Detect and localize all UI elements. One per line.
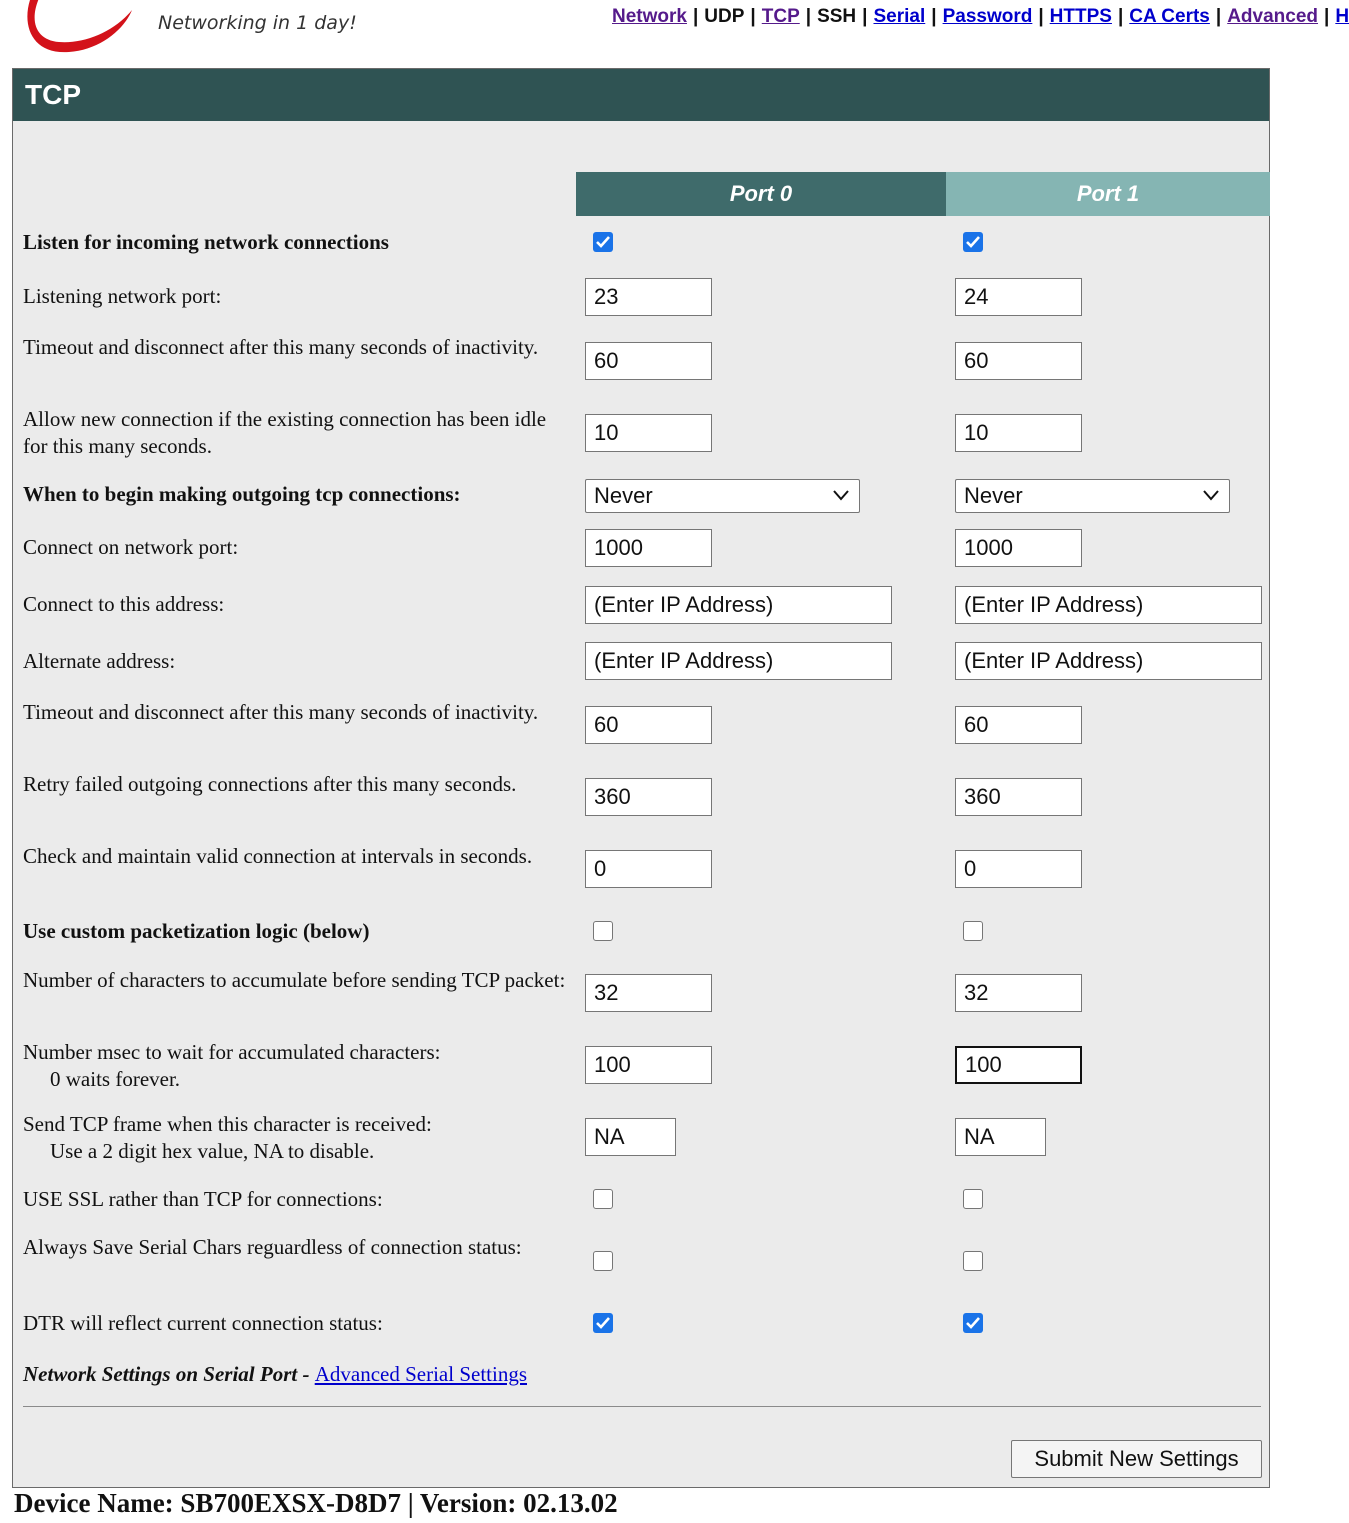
nav-separator: | (1038, 6, 1044, 27)
label-retry: Retry failed outgoing connections after this many seconds. (23, 772, 517, 796)
alt-addr-input-port1[interactable] (955, 642, 1262, 680)
nav-link-ssh: SSH (817, 6, 857, 27)
nav-link-h[interactable]: H (1335, 6, 1349, 27)
nav-link-udp: UDP (704, 6, 745, 27)
listen-port-input-port1[interactable] (955, 278, 1082, 316)
label-frame-char-sub: Use a 2 digit hex value, NA to disable. (50, 1139, 375, 1163)
num-chars-input-port1[interactable] (955, 974, 1082, 1012)
use-ssl-checkbox-port1[interactable] (963, 1189, 983, 1209)
nav-separator: | (1324, 6, 1330, 27)
when-begin-value-port1: Never (964, 483, 1023, 508)
nav-link-serial[interactable]: Serial (873, 6, 926, 27)
label-frame-char-main: Send TCP frame when this character is received: (23, 1112, 432, 1136)
custom-pkt-checkbox-port1[interactable] (963, 921, 983, 941)
connect-addr-input-port1[interactable] (955, 586, 1262, 624)
port1-column-header: Port 1 (946, 172, 1270, 216)
nav-separator: | (692, 6, 699, 27)
msec-wait-input-port0[interactable] (585, 1046, 712, 1084)
nav-separator: | (1215, 6, 1222, 27)
when-begin-select-port1[interactable] (955, 479, 1230, 513)
keepalive-input-port0[interactable] (585, 850, 712, 888)
msec-wait-input-port1[interactable] (955, 1046, 1082, 1084)
save-serial-checkbox-port0[interactable] (593, 1251, 613, 1271)
label-connect-addr: Connect to this address: (23, 592, 225, 616)
label-when-begin: When to begin making outgoing tcp connections: (23, 482, 461, 506)
num-chars-input-port0[interactable] (585, 974, 712, 1012)
label-connect-port: Connect on network port: (23, 535, 239, 559)
label-listen-port: Listening network port: (23, 284, 222, 308)
listen-port-input-port0[interactable] (585, 278, 712, 316)
label-msec-wait (23, 1039, 573, 1093)
top-navigation (612, 6, 1349, 28)
label-listen: Listen for incoming network connections (23, 230, 389, 254)
label-save-serial: Always Save Serial Chars reguardless of connection status: (23, 1235, 522, 1259)
label-keepalive: Check and maintain valid connection at intervals in seconds. (23, 844, 533, 868)
use-ssl-checkbox-port0[interactable] (593, 1189, 613, 1209)
idle-allow-input-port1[interactable] (955, 414, 1082, 452)
chevron-down-icon (833, 489, 849, 501)
label-custom-pkt: Use custom packetization logic (below) (23, 919, 370, 943)
tagline: Networking in 1 day! (158, 12, 357, 34)
device-info: Device Name: SB700EXSX-D8D7 | Version: 02.13.02 (14, 1488, 618, 1518)
checkmark-icon (965, 235, 981, 249)
nav-link-password[interactable]: Password (942, 6, 1033, 27)
in-timeout-input-port1[interactable] (955, 342, 1082, 380)
label-idle-allow: Allow new connection if the existing connection has been idle for this many seconds. (23, 407, 547, 458)
nav-link-https[interactable]: HTTPS (1049, 6, 1112, 27)
retry-input-port0[interactable] (585, 778, 712, 816)
out-timeout-input-port0[interactable] (585, 706, 712, 744)
out-timeout-input-port1[interactable] (955, 706, 1082, 744)
label-num-chars: Number of characters to accumulate before sending TCP packet: (23, 968, 566, 992)
nav-link-ca-certs[interactable]: CA Certs (1129, 6, 1210, 27)
chevron-down-icon (1203, 489, 1219, 501)
when-begin-select-port0[interactable] (585, 479, 860, 513)
nav-separator: | (750, 6, 756, 27)
logo-swoosh-icon (14, 0, 134, 56)
page-title: TCP (13, 69, 1269, 121)
label-frame-char (23, 1111, 573, 1165)
label-dtr: DTR will reflect current connection status: (23, 1311, 383, 1335)
nav-separator: | (805, 6, 812, 27)
label-msec-wait-main: Number msec to wait for accumulated characters: (23, 1040, 441, 1064)
when-begin-value-port0: Never (594, 483, 653, 508)
submit-settings-button[interactable]: Submit New Settings (1011, 1440, 1262, 1478)
idle-allow-input-port0[interactable] (585, 414, 712, 452)
label-in-timeout: Timeout and disconnect after this many seconds of inactivity. (23, 335, 539, 359)
connect-port-input-port0[interactable] (585, 529, 712, 567)
port0-column-header: Port 0 (576, 172, 946, 216)
nav-link-tcp[interactable]: TCP (761, 6, 800, 27)
serial-settings-note (23, 1362, 527, 1387)
connect-addr-input-port0[interactable] (585, 586, 892, 624)
checkmark-icon (965, 1316, 981, 1330)
label-use-ssl: USE SSL rather than TCP for connections: (23, 1187, 383, 1211)
nav-separator: | (1117, 6, 1124, 27)
nav-separator: | (862, 6, 868, 27)
serial-settings-note-text: Network Settings on Serial Port - (23, 1362, 310, 1386)
retry-input-port1[interactable] (955, 778, 1082, 816)
listen-checkbox-port1[interactable] (963, 232, 983, 252)
checkmark-icon (595, 1316, 611, 1330)
listen-checkbox-port0[interactable] (593, 232, 613, 252)
dtr-checkbox-port1[interactable] (963, 1313, 983, 1333)
frame-char-input-port1[interactable] (955, 1118, 1046, 1156)
label-out-timeout: Timeout and disconnect after this many seconds of inactivity. (23, 700, 539, 724)
connect-port-input-port1[interactable] (955, 529, 1082, 567)
alt-addr-input-port0[interactable] (585, 642, 892, 680)
in-timeout-input-port0[interactable] (585, 342, 712, 380)
divider (23, 1406, 1261, 1407)
nav-link-network[interactable]: Network (612, 6, 687, 27)
save-serial-checkbox-port1[interactable] (963, 1251, 983, 1271)
nav-separator: | (931, 6, 937, 27)
nav-link-advanced[interactable]: Advanced (1227, 6, 1319, 27)
frame-char-input-port0[interactable] (585, 1118, 676, 1156)
advanced-serial-settings-link[interactable]: Advanced Serial Settings (314, 1362, 527, 1386)
label-alt-addr: Alternate address: (23, 649, 176, 673)
dtr-checkbox-port0[interactable] (593, 1313, 613, 1333)
tcp-settings-panel (12, 68, 1270, 1488)
custom-pkt-checkbox-port0[interactable] (593, 921, 613, 941)
checkmark-icon (595, 235, 611, 249)
label-msec-wait-sub: 0 waits forever. (50, 1067, 181, 1091)
keepalive-input-port1[interactable] (955, 850, 1082, 888)
